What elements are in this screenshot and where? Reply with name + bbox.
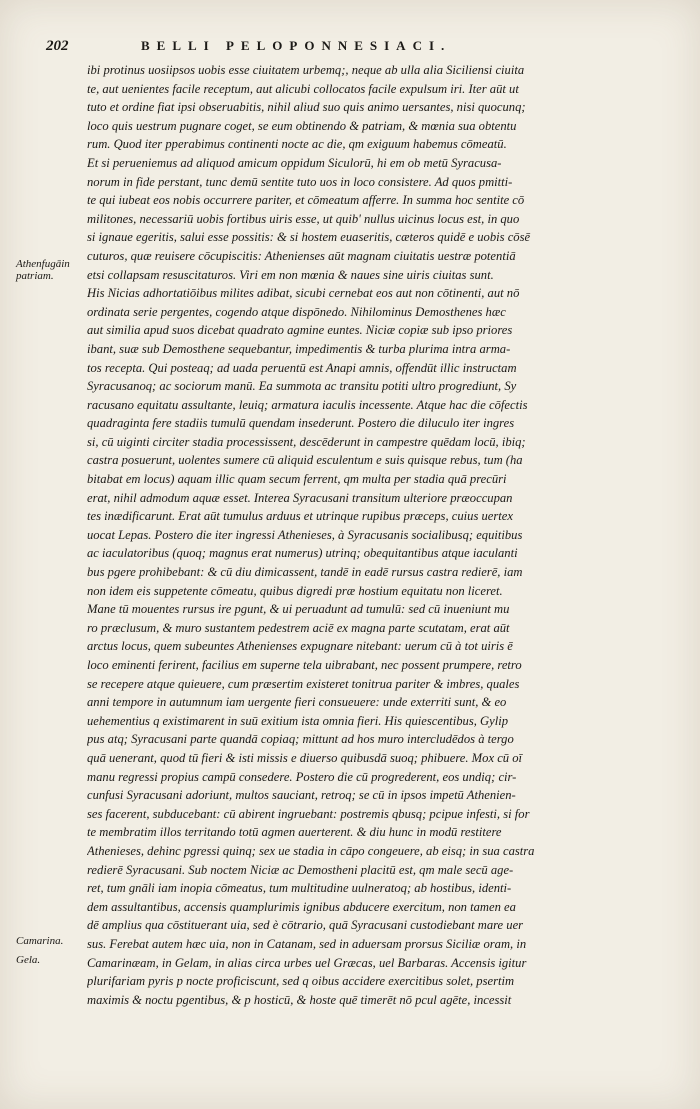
text-line: quadraginta fere stadiis tumulū quendam insederunt. Postero die diluculo iter ingres bbox=[87, 416, 515, 431]
text-line: His Nicias adhortatiōibus milites adibat, sicubi cernebat eos aut non cōtinenti, aut nō bbox=[87, 286, 520, 301]
text-line: tos recepta. Qui posteaq; ad uada peruentū est Anapi amnis, offendūt illic instructam bbox=[87, 360, 517, 375]
text-line: ac iaculatoribus (quoq; magnus erat numerus) utrinq; obequitantibus atque iaculanti bbox=[87, 546, 518, 561]
text-line: bus pgere prohibebant: & cū diu dimicassent, tandē in eadē rursus castra redierē, iam bbox=[87, 565, 523, 580]
text-line: te membratim illos territando totū agmen auerterent. & diu hunc in modū restitere bbox=[87, 825, 502, 840]
page-header bbox=[46, 38, 640, 60]
text-line: Camarinæam, in Gelam, in alias circa urbes uel Græcas, uel Barbaras. Accensis igitur bbox=[87, 955, 527, 970]
text-line: Mane tū mouentes rursus ire pgunt, & ui peruadunt ad tumulū: sed cū inueniunt mu bbox=[87, 602, 510, 617]
text-line: castra posuerunt, uolentes sumere cū aliquid esculentum e suis quisque rebus, tum (ha bbox=[87, 453, 523, 468]
text-line: manu regressi propius campū consedere. Postero die cū progrederent, eos undiq; cir- bbox=[87, 769, 517, 784]
text-line: anni tempore in autumnum iam uergente fieri consueuere: unde exterriti sunt, & eo bbox=[87, 695, 507, 710]
text-line: arctus locus, quem subeuntes Athenienses expugnare nitebant: uerum cū à tot uiris ē bbox=[87, 639, 513, 654]
text-line: redierē Syracusani. Sub noctem Niciæ ac Demostheni placitū est, qm male secū age- bbox=[87, 862, 514, 877]
text-line: quā uenerant, quod tū fieri & isti missis e diuerso quibusdā suoq; phibuere. Mox cū oī bbox=[87, 750, 523, 765]
text-line: loco quis uestrum pugnare coget, se eum obtinendo & patriam, & mœnia sua obtentu bbox=[87, 118, 517, 133]
text-line: Athenieses, dehinc pgressi quinq; sex ue stadia in cāpo congeuere, ab eisq; in sua castra bbox=[87, 843, 535, 858]
text-line: racusano equitatu assultante, leuiq; armatura iaculis incessente. Atque hac die cōfectis bbox=[87, 397, 528, 412]
text-line: militones, necessariū uobis fortibus uiris esse, ut quib' nullus uicinus locus est, in quo bbox=[87, 211, 520, 226]
text-line: te, aut uenientes facile receptum, aut alicubi collocatos facile expulsum iri. Iter aūt ut bbox=[87, 81, 519, 96]
margin-note: Athenfugāin patriam. bbox=[16, 258, 70, 282]
text-line: se recepere atque quieuere, cum præsertim existeret tonitrua pariter & imbres, quales bbox=[87, 676, 520, 691]
text-line: norum in fide perstant, tunc demū sentite tuto uos in loco consistere. Ad quos pmitti- bbox=[87, 174, 513, 189]
text-line: si ignaue egeritis, salui esse possitis: & si hostem euaseritis, cæteros quidē e uobis cōsē bbox=[87, 230, 531, 245]
text-line: bitabat em locus) aquam illic quam secum ferrent, qm multa per stadia quā precūri bbox=[87, 472, 507, 487]
text-line: loco eminenti ferirent, facilius em superne tela uibrabant, nec possent prumpere, retro bbox=[87, 658, 522, 672]
text-line: Syracusanoq; ac sociorum manū. Ea summota ac transitu potiti ultro progrediunt, Sy bbox=[87, 379, 517, 394]
text-line: etsi collapsam resuscitaturos. Viri em non mœnia & naues sine uiris ciuitas sunt. bbox=[87, 267, 494, 282]
text-line: rum. Quod iter pperabimus continenti nocte ac die, qm exiguum habemus cōmeatū. bbox=[87, 137, 507, 152]
text-line: tuto et ordine fiat ipsi obseruabitis, nihil aliud suo quis animo uersantes, nisi quocunq; bbox=[87, 100, 526, 115]
text-line: Et si perueniemus ad aliquod amicum oppidum Siculorū, hi em ob metū Syracusa- bbox=[87, 155, 502, 170]
text-line: ses facerent, subducebant: cū abirent ingruebant: postremis qbusq; pcipue infesti, si for bbox=[87, 806, 530, 821]
margin-note: Gela. bbox=[16, 954, 41, 966]
text-line: non idem eis suppetente cōmeatu, quibus digredi præ hostium equitatu non liceret. bbox=[87, 583, 503, 598]
text-line: uocat Lepas. Postero die iter ingressi Athenieses, à Syracusanis socialibusq; equitibus bbox=[87, 527, 523, 542]
text-line: ordinata serie pergentes, cogendo atque dispōnedo. Nihilominus Demosthenes hæc bbox=[87, 304, 506, 319]
text-line: sus. Ferebat autem hæc uia, non in Catanam, sed in aduersam prorsus Siciliæ oram, in bbox=[87, 936, 527, 951]
text-line: ro præclusum, & muro sustantem pedestrem aciē ex magna parte scutatam, erat aūt bbox=[87, 620, 510, 635]
text-line: erat, nihil admodum aquæ esset. Interea Syracusani transitum ulteriore præoccupan bbox=[87, 490, 513, 505]
text-line: cuturos, quæ reuisere cōcupiscitis: Athenienses aūt magnam ciuitatis uestræ potentiā bbox=[87, 248, 516, 263]
text-line: aut similia apud suos dicebat quadrato agmine euntes. Niciæ copiæ sub ipso priores bbox=[87, 323, 513, 338]
text-line: tes inædificarunt. Erat aūt tumulus arduus et utrinque rupibus præceps, cuius uertex bbox=[87, 509, 513, 524]
body-text bbox=[87, 61, 647, 1009]
text-line: uehementius q existimarent in suū exitium ista omnia fieri. His quiescentibus, Gylip bbox=[87, 713, 509, 728]
text-line: pus atq; Syracusani parte quandā copiaq; mittunt ad hos muro intercludēdos à tergo bbox=[87, 732, 514, 747]
text-line: te qui iubeat eos nobis occurrere pariter, et cōmeatum afferre. In summa hoc sentite cō bbox=[87, 193, 525, 208]
text-line: dem assultantibus, accensis quamplurimis ignibus abducere exercitum, non tamen ea bbox=[87, 899, 516, 914]
margin-note: Camarina. bbox=[16, 935, 64, 947]
folio-number: 202 bbox=[46, 38, 69, 54]
text-line: ret, tum gnāli iam inopia cōmeatus, tum multitudine uulneratoq; ab hostibus, identi- bbox=[87, 881, 512, 896]
text-line: cunfusi Syracusani adoriunt, multos sauciant, retroq; se cū in ipsos impetū Athenien- bbox=[87, 788, 516, 803]
running-title: BELLI PELOPONNESIACI. bbox=[141, 38, 452, 53]
text-line: ibant, suæ sub Demosthene sequebantur, impedimentis & turba plurima intra arma- bbox=[87, 341, 511, 356]
text-line: plurifariam pyris p nocte proficiscunt, sed q oibus accidere exercitibus solet, psertim bbox=[87, 974, 515, 989]
text-line: dē amplius qua cōstituerant uia, sed è cōtrario, quā Syracusani custodiebant mare uer bbox=[87, 918, 524, 933]
text-line: maximis & noctu pgentibus, & p hosticū, & hoste quē timerēt nō pcul agēte, incessit bbox=[87, 992, 512, 1007]
text-line: ibi protinus uosiipsos uobis esse ciuitatem urbemq;, neque ab ulla alia Siciliensi ciuita bbox=[87, 63, 525, 77]
text-line: si, cū uiginti circiter stadia processissent, descēderunt in campestre quēdam locū, ibiq; bbox=[87, 434, 526, 449]
